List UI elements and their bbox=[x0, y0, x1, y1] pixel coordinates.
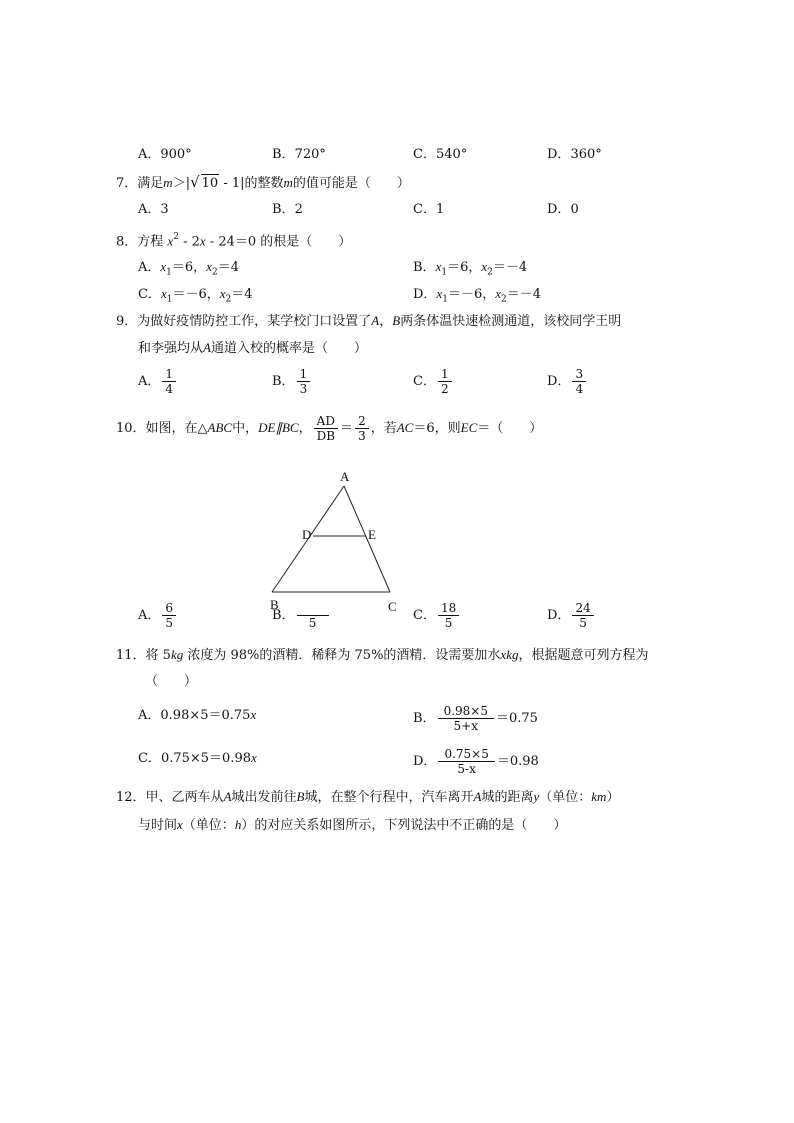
q12-stem-line1: 12．甲、乙两车从A城出发前往B城，在整个行程中，汽车离开A城的距离y（单位：km） bbox=[116, 789, 620, 805]
q11-option-d: D． $\frac{0.75\times 5}{5-x}$ ＝0.98 bbox=[413, 747, 539, 776]
fraction: $\frac{1}{3}$ bbox=[297, 367, 311, 396]
q8-option-b: B．$x_1=6$，$x_2=-4$ bbox=[413, 259, 528, 278]
fraction: $\frac{18}{5}$ bbox=[438, 601, 459, 630]
vertex-label-c: C bbox=[388, 599, 397, 614]
fraction: $\frac{0.75\times 5}{5-x}$ bbox=[438, 747, 494, 776]
triangle-figure bbox=[260, 466, 410, 616]
fraction: $\frac{3}{4}$ bbox=[572, 367, 586, 396]
q7-option-d: D．0 bbox=[547, 202, 579, 217]
q9-option-b: B． $\frac{1}{3}$ bbox=[272, 367, 312, 396]
fraction-ad-db: $\frac{AD}{DB}$ bbox=[314, 414, 338, 443]
vertex-label-b: B bbox=[270, 597, 279, 612]
q8-stem: 8．方程 $x^2 - 2x - 24=0$ 的根是（ ） bbox=[116, 232, 352, 250]
fraction: 5 bbox=[297, 601, 329, 630]
q6-option-d: D．360° bbox=[547, 147, 602, 162]
q10-stem: 10．如图，在△ABC中，DE∥BC， $\frac{AD}{DB}$ ＝ $\frac{2}{3}$ ，若AC＝6，则EC＝（ ） bbox=[116, 414, 543, 443]
q9-stem-line1: 9．为做好疫情防控工作，某学校门口设置了A，B两条体温快速检测通道，该校同学王明 bbox=[116, 313, 622, 329]
q10-option-b: B． 5 bbox=[272, 601, 331, 630]
q6-option-a: A．900° bbox=[138, 147, 192, 162]
fraction: $\frac{0.98\times 5}{5+x}$ bbox=[438, 704, 494, 733]
vertex-label-d: D bbox=[302, 527, 312, 542]
side-ac bbox=[344, 486, 390, 592]
q9-option-d: D． $\frac{3}{4}$ bbox=[547, 367, 588, 396]
q10-option-d: D． $\frac{24}{5}$ bbox=[547, 601, 596, 630]
q10-option-c: C． $\frac{18}{5}$ bbox=[413, 601, 461, 630]
q6-option-c: C．540° bbox=[413, 147, 468, 162]
q6-option-b: B．720° bbox=[272, 147, 326, 162]
q11-stem-line1: 11．将 5kg 浓度为 98%的酒精．稀释为 75%的酒精．设需要加水xkg，根据题意可列方程为 bbox=[116, 647, 649, 663]
q9-option-a: A． $\frac{1}{4}$ bbox=[138, 367, 178, 396]
fraction: $\frac{24}{5}$ bbox=[572, 601, 593, 630]
fraction-ratio: $\frac{2}{3}$ bbox=[355, 414, 369, 443]
q12-stem-line2: 与时间x（单位：h）的对应关系如图所示，下列说法中不正确的是（ ） bbox=[138, 817, 567, 833]
q7-option-c: C．1 bbox=[413, 202, 445, 217]
q7-stem: 7．满足m＞|√ 10 - 1|的整数m的值可能是（ ） bbox=[116, 173, 410, 191]
fraction: $\frac{1}{4}$ bbox=[162, 367, 176, 396]
q11-option-a: A．0.98×5＝0.75x bbox=[138, 707, 257, 723]
q8-option-c: C．$x_1=-6$，$x_2=4$ bbox=[138, 286, 253, 305]
sqrt-sign: √ bbox=[190, 173, 200, 191]
vertex-label-e: E bbox=[368, 527, 376, 542]
q8-option-d: D．$x_1=-6$，$x_2=-4$ bbox=[413, 286, 542, 305]
q9-option-c: C． $\frac{1}{2}$ bbox=[413, 367, 454, 396]
q7-option-b: B．2 bbox=[272, 202, 303, 217]
q8-option-a: A．$x_1=6$，$x_2=4$ bbox=[138, 259, 239, 278]
q10-option-a: A． $\frac{6}{5}$ bbox=[138, 601, 178, 630]
fraction: $\frac{1}{2}$ bbox=[438, 367, 452, 396]
q11-option-b: B． $\frac{0.98\times 5}{5+x}$ ＝0.75 bbox=[413, 704, 538, 733]
q11-option-c: C．0.75×5＝0.98x bbox=[138, 750, 257, 766]
fraction: $\frac{6}{5}$ bbox=[162, 601, 176, 630]
q11-stem-line2: （ ） bbox=[145, 674, 198, 689]
q7-option-a: A．3 bbox=[138, 202, 169, 217]
q9-stem-line2: 和李强均从A通道入校的概率是（ ） bbox=[138, 340, 367, 356]
vertex-label-a: A bbox=[340, 469, 350, 484]
